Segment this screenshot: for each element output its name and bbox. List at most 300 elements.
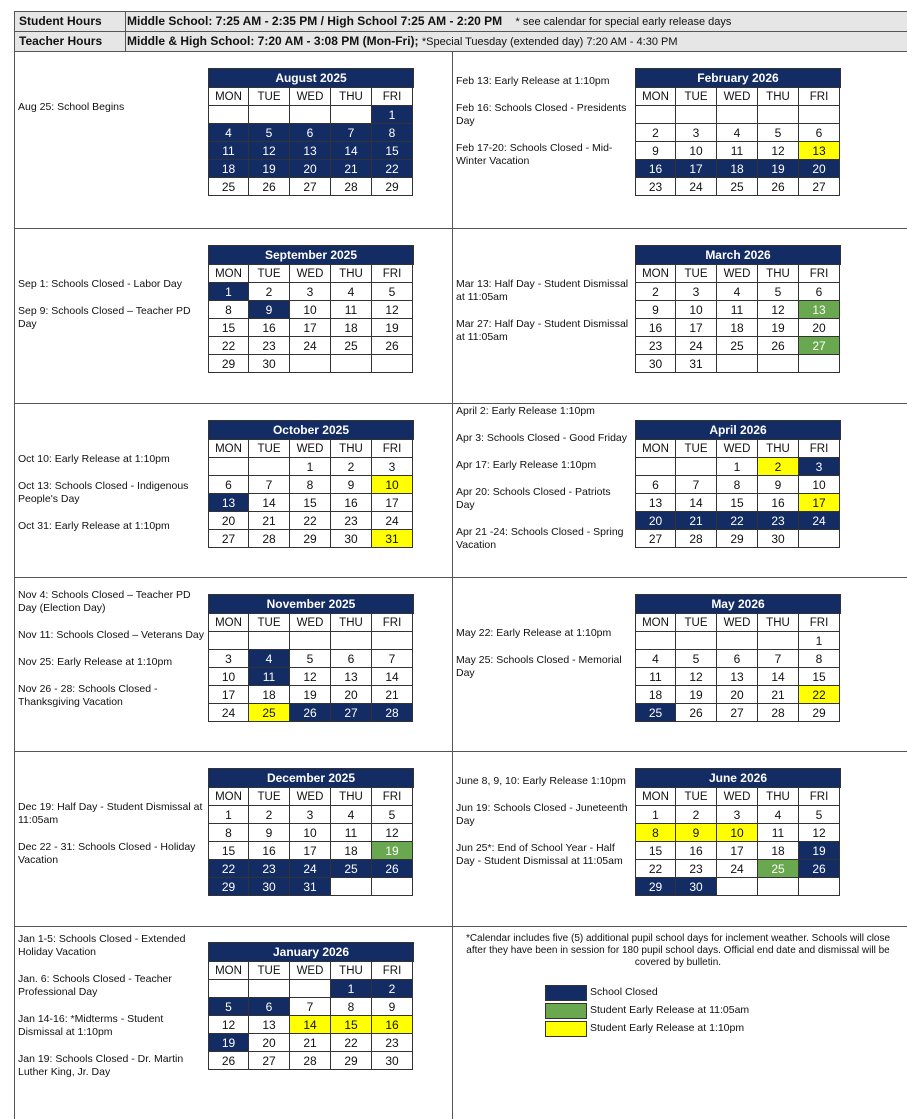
month-title: December 2025	[208, 768, 414, 788]
day-cell: 31	[372, 530, 413, 548]
day-cell: 2	[249, 806, 290, 824]
day-cell	[676, 106, 717, 124]
day-cell: 11	[331, 824, 372, 842]
day-cell: 7	[290, 998, 331, 1016]
weekday-header: FRI	[799, 440, 840, 458]
event-note: Oct 10: Early Release at 1:10pm	[18, 453, 170, 465]
day-cell: 17	[799, 494, 840, 512]
weekday-header: WED	[290, 962, 331, 980]
day-cell	[372, 355, 413, 373]
day-cell	[758, 632, 799, 650]
day-cell: 17	[372, 494, 413, 512]
day-cell: 20	[717, 686, 758, 704]
month-title: March 2026	[635, 245, 841, 265]
day-cell: 2	[635, 283, 676, 301]
day-cell: 19	[372, 842, 413, 860]
event-note: Dec 19: Half Day - Student Dismissal at 11:05am	[18, 801, 203, 826]
weekday-header: MON	[208, 962, 249, 980]
day-cell: 1	[372, 106, 413, 124]
day-cell	[208, 458, 249, 476]
weekday-header: THU	[758, 440, 799, 458]
weekday-header: FRI	[372, 788, 413, 806]
month-title: November 2025	[208, 594, 414, 614]
day-cell: 21	[758, 686, 799, 704]
day-cell	[331, 355, 372, 373]
day-cell: 2	[372, 980, 413, 998]
event-note: Apr 21 -24: Schools Closed - Spring Vacation	[456, 526, 624, 551]
day-cell: 19	[290, 686, 331, 704]
day-cell: 29	[290, 530, 331, 548]
weekday-header: TUE	[249, 88, 290, 106]
day-cell: 1	[290, 458, 331, 476]
center-divider	[452, 51, 453, 1119]
day-cell: 28	[249, 530, 290, 548]
day-cell: 24	[372, 512, 413, 530]
day-cell: 27	[249, 1052, 290, 1070]
day-cell: 27	[799, 178, 840, 196]
weekday-header: TUE	[676, 440, 717, 458]
month-grid	[208, 265, 414, 373]
day-cell: 24	[717, 860, 758, 878]
weekday-header: MON	[635, 614, 676, 632]
notes-december-2025	[18, 801, 208, 881]
month-title: May 2026	[635, 594, 841, 614]
notes-march-2026	[456, 278, 631, 358]
weekday-header: WED	[290, 88, 331, 106]
day-cell: 26	[676, 704, 717, 722]
event-note: Jan 19: Schools Closed - Dr. Martin Luther King, Jr. Day	[18, 1053, 184, 1078]
day-cell: 23	[372, 1034, 413, 1052]
event-note: Nov 4: Schools Closed – Teacher PD Day (Election Day)	[18, 589, 191, 614]
day-cell: 29	[635, 878, 676, 896]
day-cell	[717, 355, 758, 373]
weekday-header: FRI	[799, 265, 840, 283]
calendar-august-2025	[208, 68, 414, 196]
day-cell: 12	[372, 301, 413, 319]
weekday-header: MON	[635, 265, 676, 283]
day-cell: 1	[331, 980, 372, 998]
day-cell: 4	[331, 806, 372, 824]
day-cell: 12	[372, 824, 413, 842]
day-cell: 13	[290, 142, 331, 160]
weekday-header: WED	[717, 88, 758, 106]
day-cell: 17	[676, 160, 717, 178]
calendar-footnote: *Calendar includes five (5) additional pupil school days for inclement weather. Schools will close after they have been in session for 180 pupil school days. Official end date and dismissal will be covered by bulletin.	[465, 933, 891, 968]
day-cell	[249, 980, 290, 998]
day-cell: 29	[799, 704, 840, 722]
day-cell: 27	[799, 337, 840, 355]
day-cell: 6	[331, 650, 372, 668]
day-cell: 24	[799, 512, 840, 530]
event-note: May 22: Early Release at 1:10pm	[456, 627, 612, 639]
day-cell: 26	[758, 337, 799, 355]
notes-may-2026	[456, 627, 631, 694]
day-cell: 21	[290, 1034, 331, 1052]
weekday-header: THU	[758, 788, 799, 806]
day-cell: 9	[676, 824, 717, 842]
day-cell: 20	[635, 512, 676, 530]
day-cell: 20	[799, 319, 840, 337]
calendar-march-2026	[635, 245, 841, 373]
day-cell: 4	[758, 806, 799, 824]
day-cell: 11	[717, 142, 758, 160]
day-cell: 9	[249, 301, 290, 319]
weekday-header: THU	[331, 962, 372, 980]
day-cell: 1	[717, 458, 758, 476]
month-grid	[208, 614, 414, 722]
day-cell: 21	[331, 160, 372, 178]
event-note: May 25: Schools Closed - Memorial Day	[456, 654, 622, 679]
day-cell: 15	[290, 494, 331, 512]
day-cell: 16	[635, 319, 676, 337]
day-cell: 8	[290, 476, 331, 494]
day-cell: 18	[758, 842, 799, 860]
day-cell: 27	[717, 704, 758, 722]
day-cell: 25	[717, 337, 758, 355]
weekday-header: MON	[635, 788, 676, 806]
day-cell: 10	[676, 142, 717, 160]
day-cell: 19	[676, 686, 717, 704]
day-cell: 6	[799, 124, 840, 142]
day-cell: 20	[249, 1034, 290, 1052]
event-note: Apr 3: Schools Closed - Good Friday	[456, 432, 627, 444]
day-cell	[208, 106, 249, 124]
day-cell: 28	[290, 1052, 331, 1070]
day-cell: 5	[676, 650, 717, 668]
weekday-header: WED	[717, 440, 758, 458]
weekday-header: WED	[290, 614, 331, 632]
day-cell: 15	[208, 842, 249, 860]
weekday-header: WED	[717, 614, 758, 632]
day-cell: 14	[331, 142, 372, 160]
day-cell: 5	[208, 998, 249, 1016]
day-cell: 9	[635, 301, 676, 319]
day-cell: 9	[372, 998, 413, 1016]
calendar-may-2026	[635, 594, 841, 722]
day-cell: 3	[799, 458, 840, 476]
weekday-header: MON	[208, 614, 249, 632]
month-grid	[208, 440, 414, 548]
day-cell: 16	[249, 842, 290, 860]
day-cell: 11	[635, 668, 676, 686]
day-cell: 20	[290, 160, 331, 178]
event-note: April 2: Early Release 1:10pm	[456, 405, 595, 417]
event-note: Sep 9: Schools Closed – Teacher PD Day	[18, 305, 191, 330]
day-cell: 27	[290, 178, 331, 196]
day-cell: 2	[249, 283, 290, 301]
teacher-hours-label: Teacher Hours	[15, 32, 126, 51]
weekday-header: FRI	[372, 265, 413, 283]
calendar-october-2025	[208, 420, 414, 548]
day-cell: 19	[758, 160, 799, 178]
day-cell	[635, 632, 676, 650]
day-cell: 3	[372, 458, 413, 476]
weekday-header: TUE	[249, 265, 290, 283]
day-cell: 3	[290, 806, 331, 824]
day-cell: 6	[208, 476, 249, 494]
day-cell: 15	[635, 842, 676, 860]
day-cell: 22	[799, 686, 840, 704]
event-note: Aug 25: School Begins	[18, 101, 125, 113]
weekday-header: WED	[717, 788, 758, 806]
day-cell: 12	[290, 668, 331, 686]
day-cell	[635, 106, 676, 124]
student-hours-row	[14, 11, 907, 32]
day-cell: 12	[799, 824, 840, 842]
day-cell: 8	[208, 824, 249, 842]
day-cell: 2	[331, 458, 372, 476]
notes-april-2026	[456, 405, 631, 566]
day-cell: 14	[290, 1016, 331, 1034]
day-cell: 26	[290, 704, 331, 722]
weekday-header: MON	[635, 440, 676, 458]
day-cell: 5	[799, 806, 840, 824]
weekday-header: WED	[290, 788, 331, 806]
day-cell: 31	[290, 878, 331, 896]
day-cell: 24	[290, 337, 331, 355]
day-cell: 13	[331, 668, 372, 686]
day-cell: 13	[799, 142, 840, 160]
day-cell: 23	[331, 512, 372, 530]
day-cell: 3	[208, 650, 249, 668]
calendar-november-2025	[208, 594, 414, 722]
weekday-header: FRI	[799, 614, 840, 632]
legend-label-early: Student Early Release at 1:10pm	[590, 1022, 745, 1034]
month-title: January 2026	[208, 942, 414, 962]
weekday-header: TUE	[676, 614, 717, 632]
day-cell: 23	[758, 512, 799, 530]
day-cell: 7	[676, 476, 717, 494]
day-cell: 14	[676, 494, 717, 512]
student-hours-note: * see calendar for special early release days	[515, 16, 732, 28]
day-cell: 22	[635, 860, 676, 878]
calendar-january-2026	[208, 942, 414, 1070]
weekday-header: FRI	[372, 88, 413, 106]
day-cell: 24	[676, 178, 717, 196]
day-cell: 27	[208, 530, 249, 548]
weekday-header: THU	[331, 614, 372, 632]
day-cell: 21	[249, 512, 290, 530]
month-title: June 2026	[635, 768, 841, 788]
day-cell	[331, 632, 372, 650]
day-cell: 18	[249, 686, 290, 704]
legend-swatch-early	[545, 1021, 587, 1037]
event-note: Feb 17-20: Schools Closed - Mid-Winter Vacation	[456, 142, 613, 167]
day-cell: 29	[208, 355, 249, 373]
weekday-header: THU	[331, 265, 372, 283]
day-cell: 17	[717, 842, 758, 860]
day-cell: 25	[717, 178, 758, 196]
day-cell: 1	[635, 806, 676, 824]
weekday-header: FRI	[372, 962, 413, 980]
day-cell: 23	[249, 337, 290, 355]
day-cell: 26	[372, 860, 413, 878]
day-cell: 2	[758, 458, 799, 476]
day-cell: 8	[635, 824, 676, 842]
day-cell: 4	[635, 650, 676, 668]
day-cell: 26	[372, 337, 413, 355]
day-cell: 30	[758, 530, 799, 548]
day-cell: 17	[290, 319, 331, 337]
day-cell: 1	[208, 806, 249, 824]
event-note: Mar 13: Half Day - Student Dismissal at 11:05am	[456, 278, 629, 303]
day-cell	[290, 980, 331, 998]
day-cell	[331, 106, 372, 124]
weekday-header: FRI	[799, 788, 840, 806]
day-cell	[249, 106, 290, 124]
weekday-header: THU	[758, 265, 799, 283]
notes-february-2026	[456, 75, 631, 182]
day-cell: 24	[208, 704, 249, 722]
day-cell: 15	[372, 142, 413, 160]
calendar-june-2026	[635, 768, 841, 896]
month-title: February 2026	[635, 68, 841, 88]
day-cell: 15	[799, 668, 840, 686]
day-cell: 16	[249, 319, 290, 337]
day-cell: 13	[717, 668, 758, 686]
event-note: Nov 26 - 28: Schools Closed - Thanksgiving Vacation	[18, 683, 158, 708]
day-cell: 8	[799, 650, 840, 668]
event-note: June 8, 9, 10: Early Release 1:10pm	[456, 775, 626, 787]
event-note: Nov 11: Schools Closed – Veterans Day	[18, 629, 204, 641]
day-cell: 30	[331, 530, 372, 548]
day-cell: 6	[290, 124, 331, 142]
calendar-april-2026	[635, 420, 841, 548]
day-cell: 2	[676, 806, 717, 824]
day-cell: 5	[372, 806, 413, 824]
month-grid	[635, 88, 841, 196]
day-cell: 19	[758, 319, 799, 337]
month-grid	[208, 788, 414, 896]
day-cell	[249, 632, 290, 650]
day-cell: 30	[249, 355, 290, 373]
weekday-header: MON	[208, 440, 249, 458]
day-cell: 11	[208, 142, 249, 160]
day-cell: 16	[758, 494, 799, 512]
day-cell: 10	[676, 301, 717, 319]
day-cell	[799, 878, 840, 896]
day-cell: 29	[372, 178, 413, 196]
day-cell: 7	[372, 650, 413, 668]
month-title: April 2026	[635, 420, 841, 440]
weekday-header: MON	[208, 788, 249, 806]
event-note: Jun 19: Schools Closed - Juneteenth Day	[456, 802, 628, 827]
day-cell: 4	[717, 124, 758, 142]
day-cell: 14	[758, 668, 799, 686]
day-cell: 10	[290, 824, 331, 842]
row-divider	[14, 577, 907, 578]
day-cell: 22	[717, 512, 758, 530]
day-cell: 26	[249, 178, 290, 196]
teacher-hours-row	[14, 31, 907, 52]
legend-label-half: Student Early Release at 11:05am	[590, 1004, 750, 1016]
day-cell: 7	[249, 476, 290, 494]
weekday-header: MON	[635, 88, 676, 106]
day-cell	[758, 355, 799, 373]
day-cell	[290, 632, 331, 650]
day-cell: 19	[208, 1034, 249, 1052]
weekday-header: TUE	[249, 440, 290, 458]
day-cell: 10	[717, 824, 758, 842]
day-cell: 24	[676, 337, 717, 355]
day-cell: 26	[758, 178, 799, 196]
weekday-header: THU	[758, 88, 799, 106]
day-cell: 26	[208, 1052, 249, 1070]
day-cell: 17	[290, 842, 331, 860]
day-cell	[799, 530, 840, 548]
day-cell: 25	[331, 860, 372, 878]
day-cell: 29	[331, 1052, 372, 1070]
legend-swatch-half	[545, 1003, 587, 1019]
day-cell: 20	[208, 512, 249, 530]
event-note: Jan 14-16: *Midterms - Student Dismissal at 1:10pm	[18, 1013, 164, 1038]
day-cell: 8	[717, 476, 758, 494]
day-cell: 29	[208, 878, 249, 896]
weekday-header: TUE	[676, 88, 717, 106]
day-cell: 25	[249, 704, 290, 722]
weekday-header: FRI	[372, 440, 413, 458]
day-cell: 25	[331, 337, 372, 355]
day-cell: 10	[372, 476, 413, 494]
day-cell: 22	[208, 337, 249, 355]
day-cell: 24	[290, 860, 331, 878]
day-cell: 26	[799, 860, 840, 878]
notes-january-2026	[18, 933, 208, 1093]
weekday-header: THU	[331, 88, 372, 106]
weekday-header: FRI	[372, 614, 413, 632]
day-cell: 30	[676, 878, 717, 896]
weekday-header: THU	[331, 788, 372, 806]
event-note: Apr 20: Schools Closed - Patriots Day	[456, 486, 611, 511]
month-grid	[208, 962, 414, 1070]
day-cell: 9	[331, 476, 372, 494]
day-cell: 31	[676, 355, 717, 373]
day-cell: 7	[331, 124, 372, 142]
weekday-header: THU	[331, 440, 372, 458]
notes-june-2026	[456, 775, 631, 882]
day-cell: 3	[290, 283, 331, 301]
day-cell: 6	[799, 283, 840, 301]
month-grid	[635, 614, 841, 722]
notes-september-2025	[18, 278, 208, 345]
day-cell: 4	[249, 650, 290, 668]
row-divider	[14, 403, 907, 404]
day-cell	[290, 106, 331, 124]
day-cell: 22	[372, 160, 413, 178]
day-cell	[372, 632, 413, 650]
day-cell: 12	[249, 142, 290, 160]
event-note: Jan. 6: Schools Closed - Teacher Professional Day	[18, 973, 172, 998]
day-cell: 8	[208, 301, 249, 319]
weekday-header: MON	[208, 265, 249, 283]
student-hours-label: Student Hours	[15, 12, 126, 31]
day-cell: 8	[372, 124, 413, 142]
day-cell: 10	[799, 476, 840, 494]
day-cell: 4	[331, 283, 372, 301]
day-cell: 23	[676, 860, 717, 878]
day-cell: 3	[717, 806, 758, 824]
day-cell: 13	[208, 494, 249, 512]
day-cell: 28	[758, 704, 799, 722]
day-cell	[676, 458, 717, 476]
day-cell: 12	[758, 142, 799, 160]
student-hours-text: Middle School: 7:25 AM - 2:35 PM / High School 7:25 AM - 2:20 PM	[127, 14, 503, 28]
day-cell: 8	[331, 998, 372, 1016]
day-cell: 21	[372, 686, 413, 704]
day-cell: 22	[331, 1034, 372, 1052]
day-cell: 30	[372, 1052, 413, 1070]
day-cell: 28	[676, 530, 717, 548]
